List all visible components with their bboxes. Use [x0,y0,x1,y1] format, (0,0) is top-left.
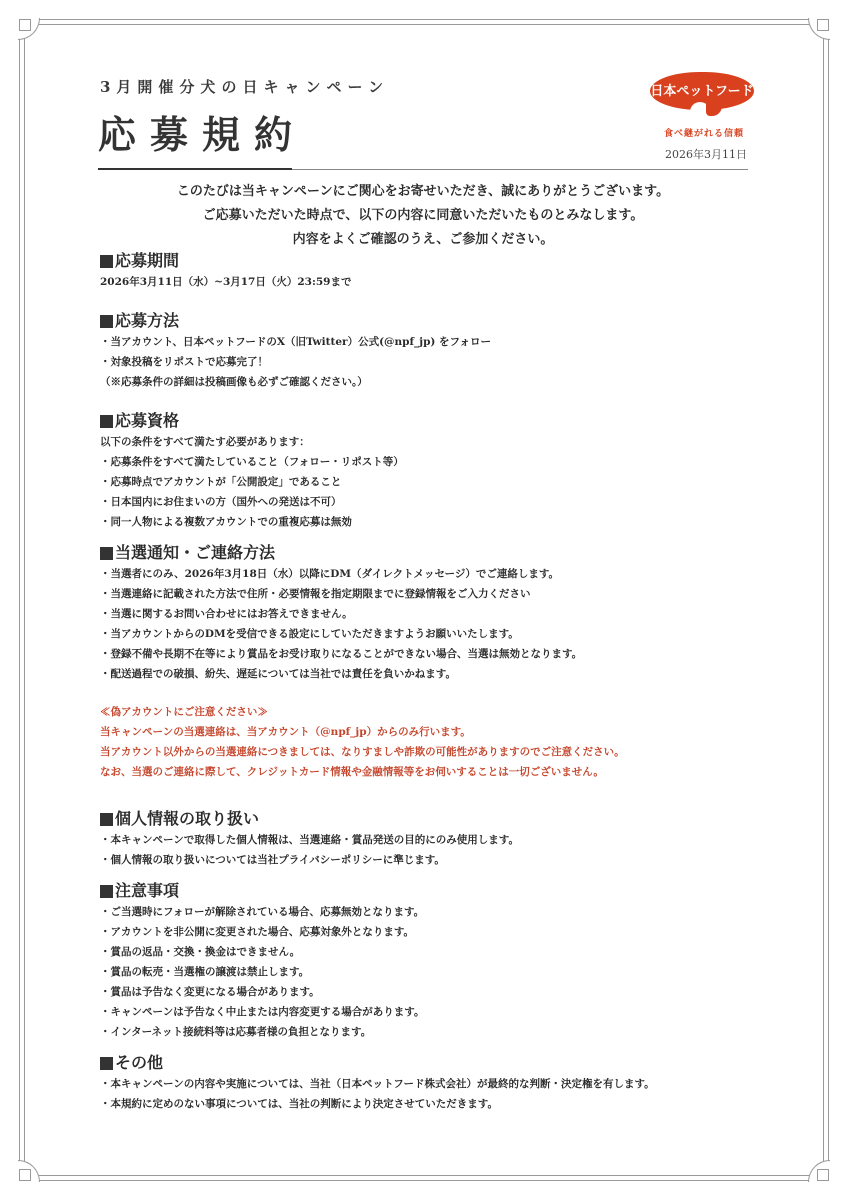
section-line: ・応募条件をすべて満たしていること（フォロー・リポスト等） [100,456,404,468]
section-heading: 応募方法 [100,310,760,332]
square-bullet-icon [100,315,113,328]
section-heading: 当選通知・ご連絡方法 [100,542,760,564]
square-bullet-icon [100,255,113,268]
section-line: ・賞品は予告なく変更になる場合があります。 [100,986,320,998]
warning-line: 当キャンペーンの当選連絡は、当アカウント（@npf_jp）からのみ行います。 [100,726,471,738]
section-line: 以下の条件をすべて満たす必要があります： [100,436,310,448]
section-line: ・当アカウントからのDMを受信できる設定にしていただきますようお願いいたします。 [100,628,519,640]
brand-logo [650,72,754,118]
warning-line: ≪偽アカウントにご注意ください≫ [100,706,268,718]
section-line: ・キャンペーンは予告なく中止または内容変更する場合があります。 [100,1006,425,1018]
frame-corner-box [817,1169,829,1181]
section-heading: 個人情報の取り扱い [100,808,760,830]
campaign-subtitle: 3月開催分犬の日キャンペーン [100,78,390,96]
section-line: ・当選に関するお問い合わせにはお答えできません。 [100,608,353,620]
section-privacy [100,808,760,870]
intro-text [98,180,748,252]
logo-text: 日本ペットフード [650,84,754,99]
section-line: （※応募条件の詳細は投稿画像も必ずご確認ください。） [100,376,368,388]
section-line: ・配送過程での破損、紛失、遅延については当社では責任を負いかねます。 [100,668,456,680]
section-method [100,310,760,392]
section-line: ・アカウントを非公開に変更された場合、応募対象外となります。 [100,926,415,938]
header-divider-accent [98,168,292,170]
page-title: 応募規約 [98,112,307,157]
intro-line: ご応募いただいた時点で、以下の内容に同意いただいたものとみなします。 [202,208,644,223]
section-line: ・賞品の返品・交換・換金はできません。 [100,946,301,958]
brand-tagline: 食べ継がれる信頼 [663,129,744,139]
square-bullet-icon [100,547,113,560]
warning-line: 当アカウント以外からの当選連絡につきましては、なりすましや詐欺の可能性がありますのでご注意ください。 [100,746,625,758]
section-line: ・本キャンペーンで取得した個人情報は、当選連絡・賞品発送の目的にのみ使用します。 [100,834,519,846]
section-eligibility [100,410,760,532]
square-bullet-icon [100,415,113,428]
section-period [100,250,760,292]
section-line: ・個人情報の取り扱いについては当社プライバシーポリシーに準じます。 [100,854,445,866]
section-line: ・本規約に定めのない事項については、当社の判断により決定させていただきます。 [100,1098,498,1110]
section-line: ・日本国内にお住まいの方（国外への発送は不可） [100,496,342,508]
section-line: ・当アカウント、日本ペットフードのX（旧Twitter）公式(@npf_jp) をフォロー [100,336,492,348]
logo-tail-shape [706,104,722,116]
section-heading: その他 [100,1052,760,1074]
square-bullet-icon [100,885,113,898]
issue-date: 2026年3月11日 [665,148,747,161]
section-heading: 注意事項 [100,880,760,902]
section-line: 2026年3月11日（水）~3月17日（火）23:59まで [100,276,352,288]
section-notes [100,880,760,1042]
intro-line: このたびは当キャンペーンにご関心をお寄せいただき、誠にありがとうございます。 [176,184,670,199]
section-heading: 応募資格 [100,410,760,432]
section-line: ・登録不備や長期不在等により賞品をお受け取りになることができない場合、当選は無効となります。 [100,648,583,660]
section-line: ・対象投稿をリポストで応募完了！ [100,356,268,368]
square-bullet-icon [100,813,113,826]
fake-account-warning [100,702,760,782]
section-line: ・賞品の転売・当選権の譲渡は禁止します。 [100,966,310,978]
section-notification [100,542,760,684]
warning-line: なお、当選のご連絡に際して、クレジットカード情報や金融情報等をお伺いすることは一切ございません。 [100,766,604,778]
terms-content [100,250,760,1114]
frame-corner-box [19,19,31,31]
frame-corner-box [19,1169,31,1181]
section-line: ・同一人物による複数アカウントでの重複応募は無効 [100,516,352,528]
section-line: ・当選連絡に記載された方法で住所・必要情報を指定期限までに登録情報をご入力ください [100,588,531,600]
section-other [100,1052,760,1114]
section-line: ・ご当選時にフォローが解除されている場合、応募無効となります。 [100,906,425,918]
square-bullet-icon [100,1057,113,1070]
section-line: ・応募時点でアカウントが「公開設定」であること [100,476,342,488]
frame-corner-box [817,19,829,31]
intro-line: 内容をよくご確認のうえ、ご参加ください。 [292,232,554,247]
section-line: ・本キャンペーンの内容や実施については、当社（日本ペットフード株式会社）が最終的な判断・決定権を有します。 [100,1078,655,1090]
section-line: ・インターネット接続料等は応募者様の負担となります。 [100,1026,372,1038]
section-heading: 応募期間 [100,250,760,272]
section-line: ・当選者にのみ、2026年3月18日（水）以降にDM（ダイレクトメッセージ）でご連絡します。 [100,568,560,580]
